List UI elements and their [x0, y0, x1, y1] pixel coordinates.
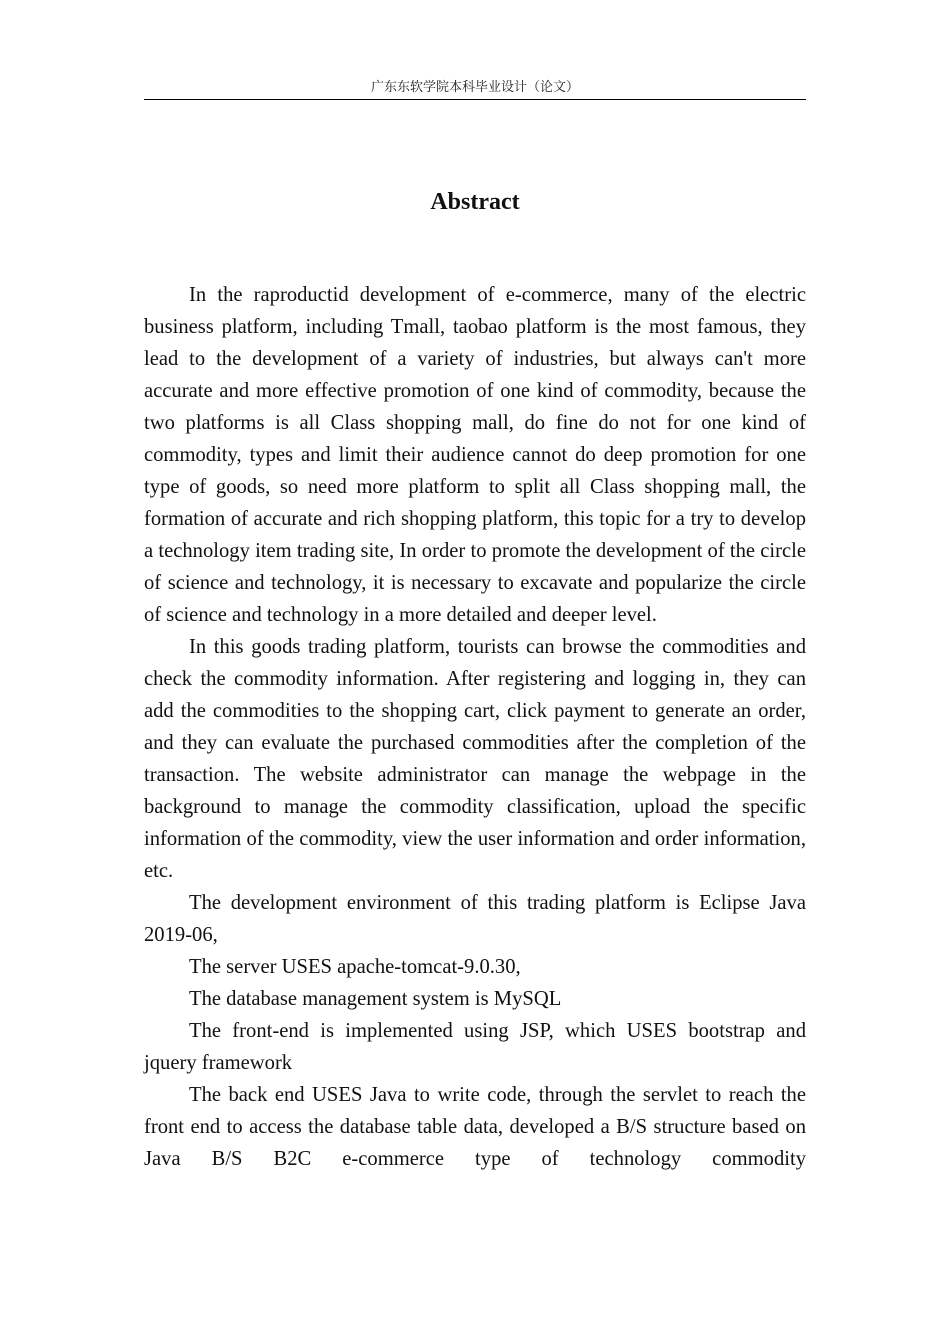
header-rule [144, 99, 806, 100]
paragraph-intro: In the raproductid development of e-commerce, many of the electric business platform, including Tmall, taobao platform is the most famous, they lead to the development of a variety of industries, but always can't more accurate and more effective promotion of one kind of commodity, because the two platforms is all Class shopping mall, do fine do not for one kind of commodity, types and limit their audience cannot do deep promotion for one type of goods, so need more platform to split all Class shopping mall, the formation of accurate and rich shopping platform, this topic for a try to develop a technology item trading site, In order to promote the development of the circle of science and technology, it is necessary to excavate and popularize the circle of science and technology in a more detailed and deeper level. [144, 284, 806, 626]
paragraph-features: In this goods trading platform, tourists can browse the commodities and check the commodity information. After registering and logging in, they can add the commodities to the shopping cart, click payment to generate an order, and they can evaluate the purchased commodities after the completion of the transaction. The website administrator can manage the webpage in the background to manage the commodity classification, upload the specific information of the commodity, view the user information and order information, etc. [144, 636, 806, 882]
paragraph-back-end: The back end USES Java to write code, through the servlet to reach the front end to access the database table data, developed a B/S structure based on Java B/S B2C e-commerce type of technology commodity [144, 1084, 806, 1170]
paragraph-dev-environment: The development environment of this trading platform is Eclipse Java 2019-06, [144, 892, 806, 946]
paragraph-front-end: The front-end is implemented using JSP, which USES bootstrap and jquery framework [144, 1020, 806, 1074]
running-header: 广东东软学院本科毕业设计（论文） [370, 80, 579, 95]
paragraph-server: The server USES apache-tomcat-9.0.30, [189, 956, 521, 978]
paragraph-database: The database management system is MySQL [189, 988, 562, 1010]
abstract-title: Abstract [430, 189, 520, 215]
abstract-body [144, 279, 806, 1175]
